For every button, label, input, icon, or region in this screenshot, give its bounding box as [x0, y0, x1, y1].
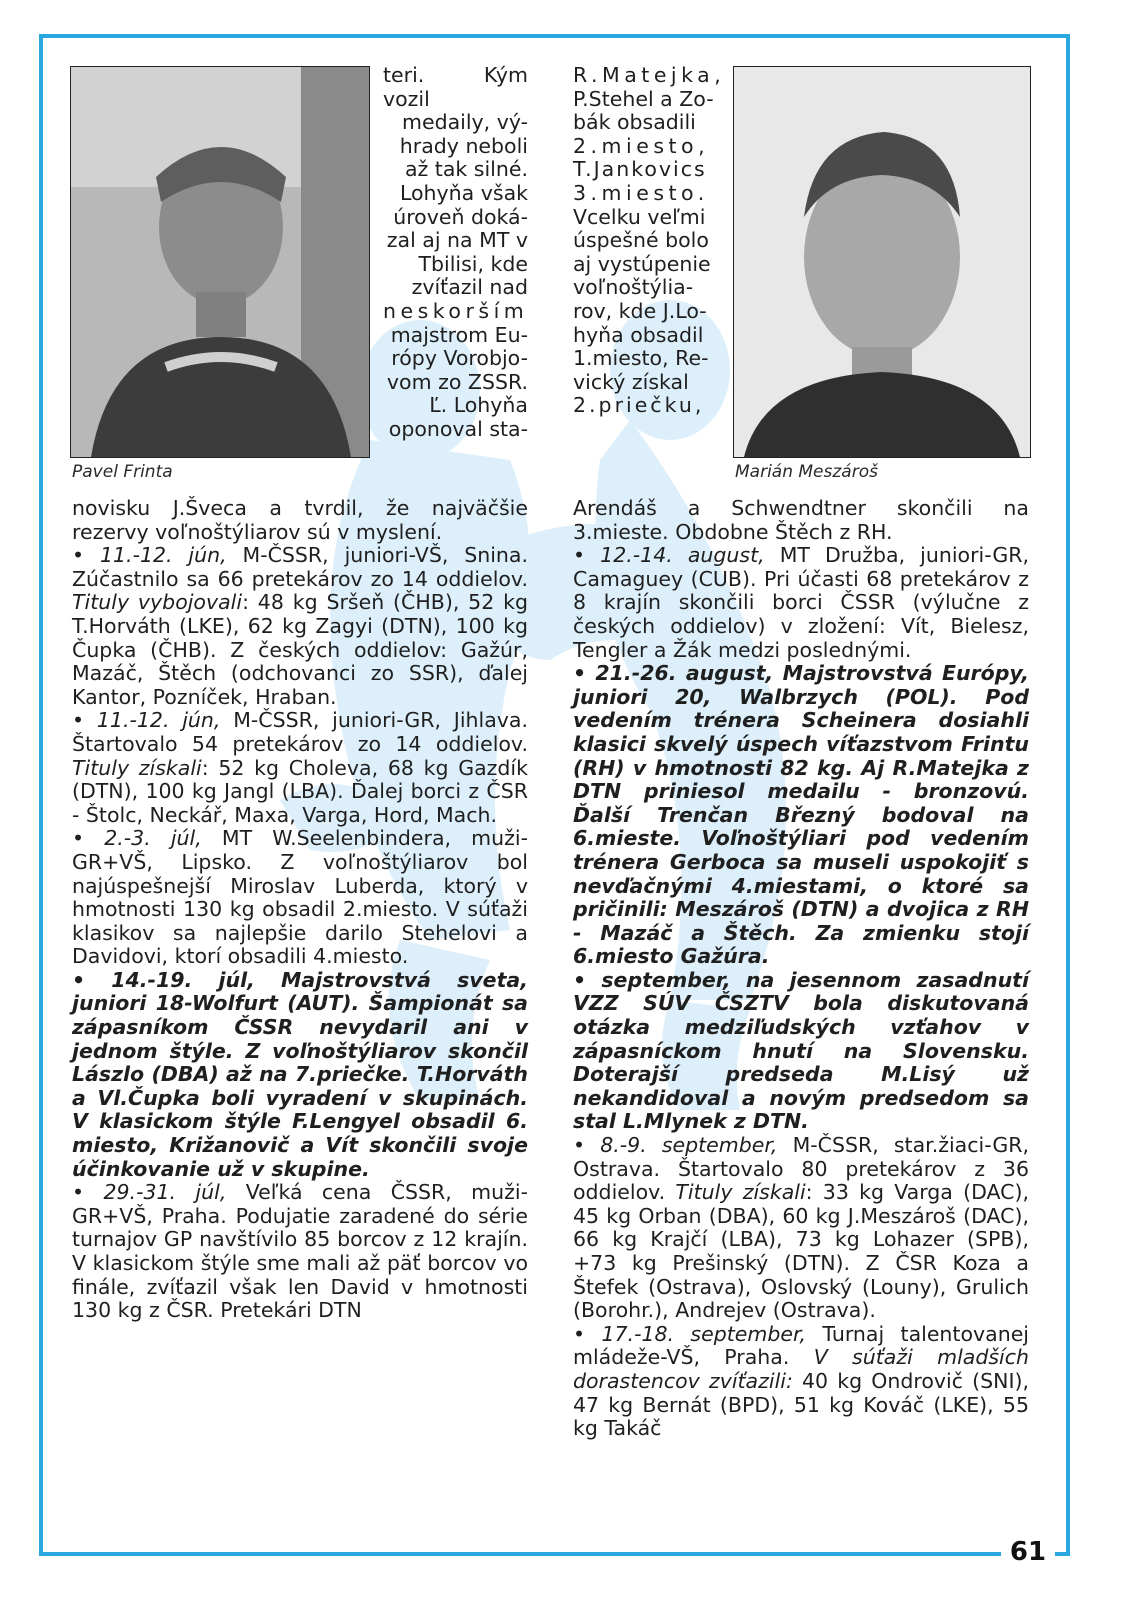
text-line: R.Matejka,	[573, 63, 726, 87]
paragraph: • 12.-14. august, MT Družba, juniori-GR, Camaguey (CUB). Pri účasti 68 pretekárov z 8 krajín skončili borci ČSSR (výlučne z českých oddielov) v zložení: Vít, Bielesz, Tengler a Žák medzi poslednými.	[573, 543, 1029, 662]
text-line: medaily, vý-	[401, 110, 528, 135]
text-line: rópy Vorobjo-	[391, 346, 528, 371]
paragraph: • 21.-26. august, Majstrovstvá Európy, juniori 20, Walbrzych (POL). Pod vedením trénera Scheinera dosiahli klasici skvelý úspech víťazstvom Frintu (RH) v hmotnosti 82 kg. Aj R.Matejka z DTN priniesol medailu - bronzovú. Ďalší Trenčan Březný bodoval na 6.mieste. Voľnoštýliari pod vedením trénera Gerboca sa museli uspokojiť s nevďačnými 4.miestami, o ktoré sa pričinili: Meszároš (DTN) a dvojica z RH - Mazáč a Štěch. Za zmienku stojí 6.miesto Gažúra.	[573, 661, 1029, 969]
text-line: neskorším	[383, 298, 529, 323]
text-line: P.Stehel a Zo-	[573, 86, 714, 111]
text-line: Vcelku veľmi	[573, 204, 706, 229]
frame-bottom-line-right	[1055, 1552, 1070, 1556]
right-wrap-column	[573, 63, 726, 418]
portrait-photo-marian-meszaros	[733, 66, 1031, 458]
text-line: 2.priečku,	[573, 393, 705, 418]
text-line: aj vystúpenie	[573, 251, 711, 276]
paragraph: • 14.-19. júl, Majstrovstvá sveta, juniori 18-Wolfurt (AUT). Šampionát sa zápasníkom ČSSR nevydaril ani v jednom štýle. Z voľnoštýliarov skončil Lászlo (DBA) až na 7.priečke. T.Horváth a Vl.Čupka boli vyradení v skupinách. V klasickom štýle F.Lengyel obsadil 6. miesto, Križanovič a Vít skončili svoje účinkovanie už v skupine.	[72, 967, 528, 1181]
paragraph: • september, na jesennom zasadnutí VZZ SÚV ČSZTV bola diskutovaná otázka medziľudských vzťahov v zápasníckom hnutí na Slovensku. Doterajší predseda M.Lisý už nekandidoval a novým predsedom sa stal L.Mlynek z DTN.	[573, 967, 1029, 1134]
text-line: zal aj na MT v	[386, 228, 528, 253]
paragraph: • 11.-12. jún, M-ČSSR, juniori-GR, Jihlava. Štartovalo 54 pretekárov zo 14 oddielov. Tituly získali: 52 kg Choleva, 68 kg Gazdík (DTN), 100 kg Jangl (LBA). Ďalej borci z ČSR - Štolc, Neckář, Maxa, Varga, Hord, Mach.	[72, 708, 528, 827]
paragraph: • 11.-12. jún, M-ČSSR, juniori-VŠ, Snina. Zúčastnilo sa 66 pretekárov zo 14 oddielov. Tituly vybojovali: 48 kg Sršeň (ČHB), 52 kg T.Horváth (LKE), 62 kg Zagyi (DTN), 100 kg Čupka (ČHB). Z českých oddielov: Gažúr, Mazáč, Štěch (odchovanci zo SSR), ďalej Kantor, Pozníček, Hraban.	[72, 543, 528, 709]
paragraph: novisku J.Šveca a tvrdil, že najväčšie rezervy voľnoštýliarov sú v myslení.	[72, 496, 528, 544]
paragraph: • 17.-18. september, Turnaj talentovanej mládeže-VŠ, Praha. V súťaži mladších dorastencov zvíťazili: 40 kg Ondrovič (SNI), 47 kg Bernát (BPD), 51 kg Kováč (LKE), 55 kg Takáč	[573, 1321, 1030, 1441]
text-line: zvíťazil nad	[411, 275, 528, 300]
text-line: majstrom Eu-	[390, 322, 528, 347]
right-column	[573, 497, 1029, 1441]
text-line: oponoval sta-	[388, 416, 528, 441]
text-line: úspešné bolo	[573, 228, 709, 253]
paragraph: Arendáš a Schwendtner skončili na 3.mieste. Obdobne Štěch z RH.	[573, 496, 1029, 544]
text-line: 1.miesto, Re-	[573, 346, 709, 371]
text-line: 3.miesto.	[573, 180, 709, 205]
text-line: Lohyňa však	[399, 180, 528, 205]
text-line: vický získal	[573, 369, 689, 394]
text-line: bák obsadili	[573, 110, 696, 135]
paragraph: • 29.-31. júl, Veľká cena ČSSR, muži-GR+VŠ, Praha. Podujatie zaradené do série turnajov GP navštívilo 85 borcov z 12 krajín. V klasickom štýle sme mali až päť borcov vo finále, zvíťazil však len David v hmotnosti 130 kg z ČSR. Pretekári DTN	[72, 1180, 528, 1323]
paragraph: • 2.-3. júl, MT W.Seelenbindera, muži-GR+VŠ, Lipsko. Z voľnoštýliarov bol najúspešnejší Miroslav Luberda, ktorý v hmotnosti 130 kg obsadil 2.miesto. V súťaži klasikov sa najlepšie darilo Stehelovi a Davidovi, ktorí obsadili 4.miesto.	[72, 826, 528, 969]
text-line: vom zo ZSSR.	[386, 369, 528, 394]
frame-bottom-line-left	[39, 1552, 1001, 1556]
text-line: 2.miesto,	[573, 133, 710, 158]
page-number: 61	[1003, 1532, 1053, 1572]
text-line: úroveň doká-	[393, 204, 528, 229]
paragraph: • 8.-9. september, M-ČSSR, star.žiaci-GR, Ostrava. Štartovalo 80 pretekárov z 36 oddielov. Tituly získali: 33 kg Varga (DAC), 45 kg Orban (DBA), 60 kg J.Meszároš (DAC), 66 kg Krajčí (LBA), 73 kg Lohazer (SPB), +73 kg Prešinský (DTN). Z ČSR Koza a Štefek (Ostrava), Oslovský (Louny), Grulich (Borohr.), Andrejev (Ostrava).	[573, 1133, 1029, 1323]
text-line: rov, kde J.Lo-	[573, 298, 707, 323]
text-line: teri. Kým vozil	[383, 63, 528, 111]
text-line: T.Jankovics	[573, 157, 707, 182]
left-wrap-column	[383, 64, 528, 442]
text-line: voľnoštýlia-	[573, 275, 694, 300]
text-line: až tak silné.	[404, 157, 528, 182]
text-line: Tbilisi, kde	[418, 251, 528, 276]
text-line: hyňa obsadil	[573, 322, 704, 347]
caption-right: Marián Meszároš	[735, 462, 878, 482]
portrait-photo-pavel-frinta	[70, 66, 370, 458]
text-line: Ľ. Lohyňa	[429, 393, 528, 418]
caption-left: Pavel Frinta	[72, 462, 173, 482]
text-line: hrady neboli	[399, 133, 528, 158]
left-column	[72, 497, 528, 1323]
